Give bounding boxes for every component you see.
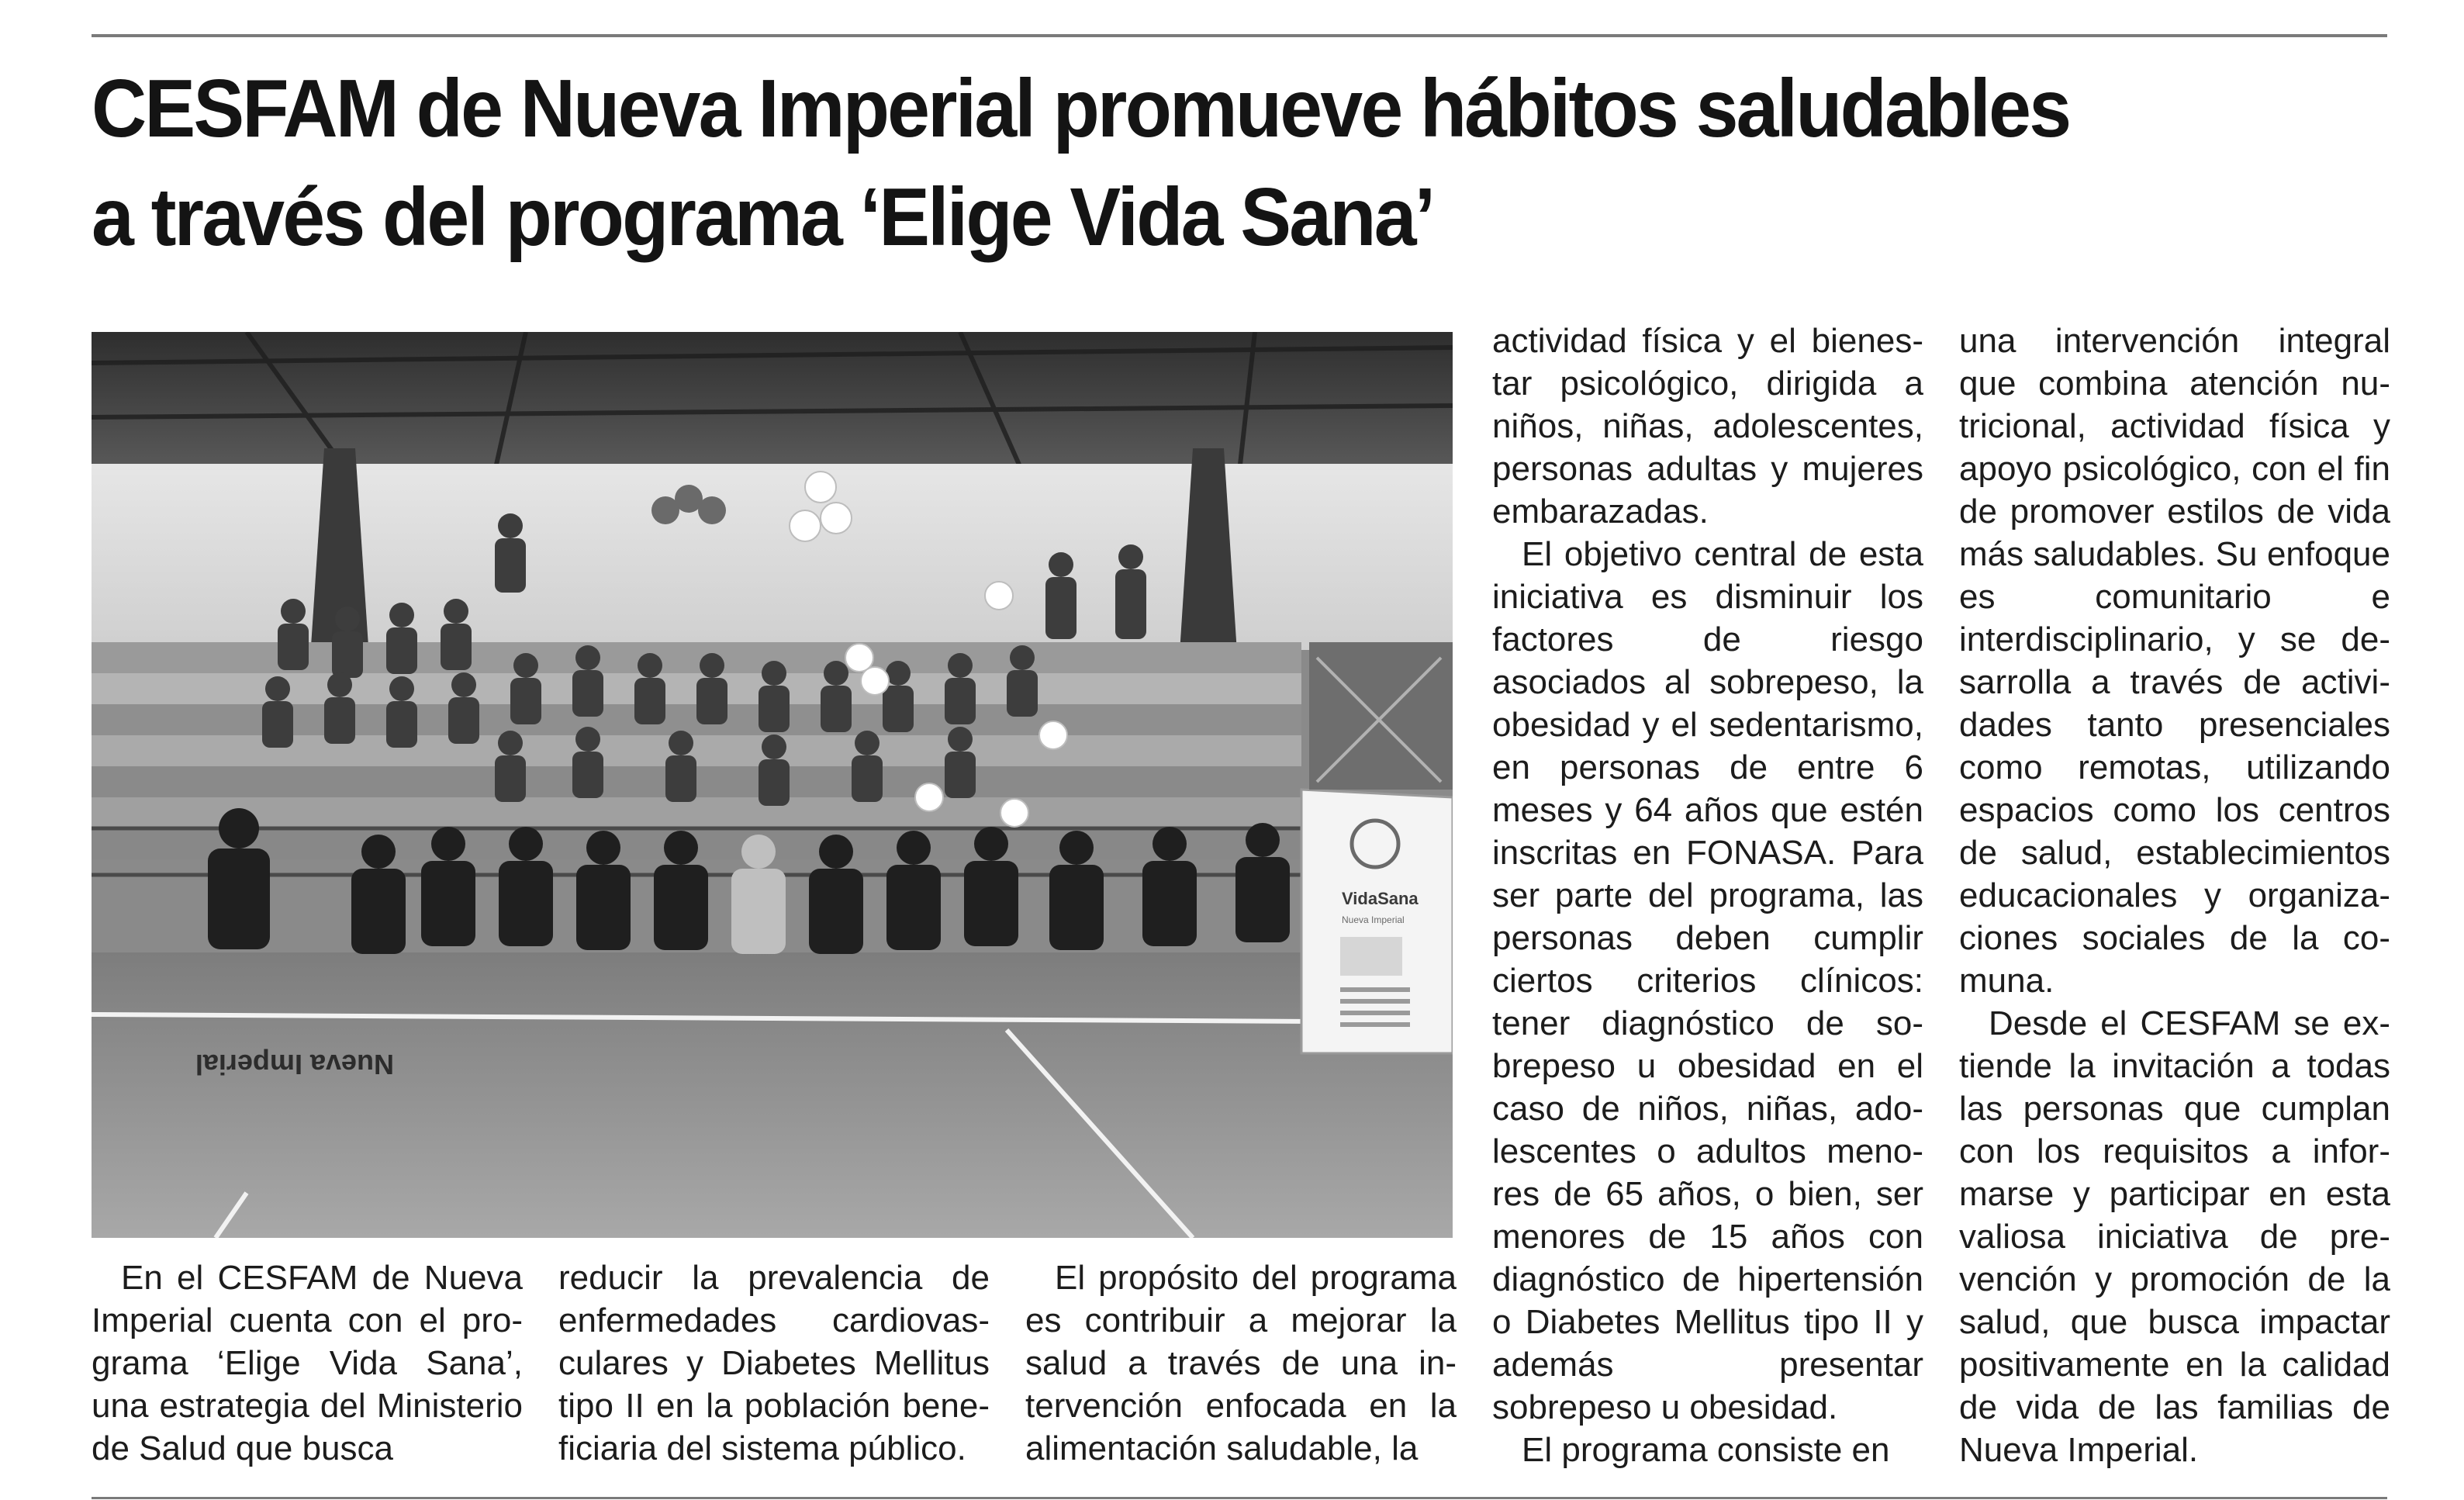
- paragraph: una intervención integral que combina atención nutricional, actividad física y apoyo psicológico, con el fin de promover estilos de vida más saludables. Su enfoque es comunitario e interdisciplinario, y se desarrolla a través de actividades tanto presenciales como remotas, utilizando espacios como los centros de salud, establecimientos educacionales y organizaciones sociales de la comuna.: [1959, 322, 2390, 1000]
- paragraph: En el CESFAM de Nueva Imperial cuenta con el programa ‘Elige Vida Sana’, una estrategia del Ministerio de Salud que busca: [92, 1259, 523, 1467]
- column-5: [1959, 320, 2390, 1471]
- column-1: [92, 1256, 523, 1470]
- headline: [92, 54, 2183, 271]
- paragraph: Desde el CESFAM se extiende la invitación a todas las personas que cumplan con los requisitos a informarse y participar en esta valiosa iniciativa de prevención y promoción de la salud, que busca impactar positivamente en la calidad de vida de las familias de Nueva Imperial.: [1959, 1004, 2390, 1469]
- column-2: [558, 1256, 990, 1470]
- paragraph: El propósito del programa es contribuir a mejorar la salud a través de una intervención enfocada en la alimentación saludable, la: [1025, 1259, 1457, 1467]
- paragraph: El objetivo central de esta iniciativa es disminuir los factores de riesgo asociados al sobrepeso, la obesidad y el sedentarismo, en personas de entre 6 meses y 64 años que estén inscritas en FONASA. Para ser parte del programa, las personas deben cumplir ciertos criterios clínicos: tener diagnóstico de sobrepeso u obesidad en el caso de niños, niñas, adolescentes o adultos menores de 65 años, o bien, ser menores de 15 años con diagnóstico de hipertensión o Diabetes Mellitus tipo II y además presentar sobrepeso u obesidad.: [1492, 535, 1923, 1426]
- group-photo-illustration: [92, 332, 1453, 1238]
- paragraph: reducir la prevalencia de enfermedades cardiovasculares y Diabetes Mellitus tipo II en la población beneficiaria del sistema público.: [558, 1259, 990, 1467]
- top-rule: [92, 34, 2387, 37]
- banner-logo-text: VidaSana: [1342, 889, 1419, 908]
- banner-subtext: Nueva Imperial: [1342, 914, 1405, 925]
- headline-line-2: a través del programa ‘Elige Vida Sana’: [92, 171, 1434, 263]
- paragraph: actividad física y el bienestar psicológico, dirigida a niños, niñas, adolescentes, personas adultas y mujeres embarazadas.: [1492, 322, 1923, 531]
- headline-line-1: CESFAM de Nueva Imperial promueve hábitos saludables: [92, 63, 2070, 154]
- column-3: [1025, 1256, 1457, 1470]
- group-photo: [92, 332, 1453, 1238]
- column-4: [1492, 320, 1923, 1471]
- paragraph: El programa consiste en: [1522, 1431, 1890, 1469]
- bottom-rule: [92, 1497, 2387, 1499]
- floor-lettering: Nueva Imperial: [195, 1049, 394, 1080]
